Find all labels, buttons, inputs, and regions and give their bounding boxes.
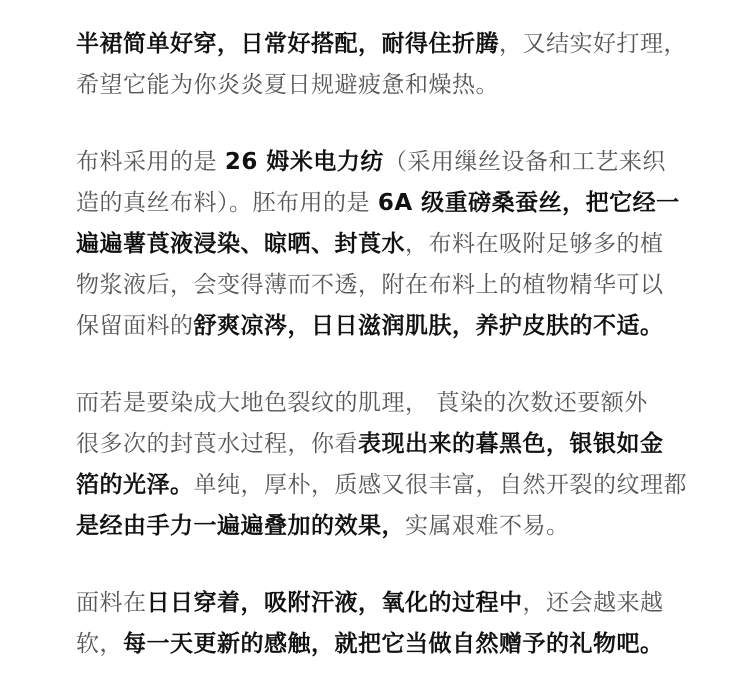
text-segment: 半裙简单好穿，日常好搭配，耐得住折腾	[76, 31, 499, 57]
text-segment: 每一天更新的感触，就把它当做自然赠予的礼物吧。	[123, 631, 664, 657]
text-line	[76, 224, 690, 265]
text-segment: 物浆液后，会变得薄而不透，附在布料上的植物精华可以	[76, 272, 664, 298]
text-line	[76, 183, 690, 224]
text-segment: 布料采用的是	[76, 149, 225, 175]
text-segment: 26 姆米电力纺	[224, 149, 384, 175]
text-segment: 是经由手力一遍遍叠加的效果，	[76, 513, 405, 539]
text-line	[76, 24, 690, 65]
text-segment: 保留面料的	[76, 313, 194, 339]
text-line	[76, 306, 690, 347]
text-line	[76, 424, 690, 465]
text-segment: 软，	[76, 631, 123, 657]
text-segment: 而若是要染成大地色裂纹的肌理， 莨染的次数还要额外	[76, 390, 648, 416]
text-segment: 单纯，厚朴，质感又很丰富，自然开裂的纹理都	[193, 472, 687, 498]
text-segment: 表现出来的暮黑色，银银如金	[358, 431, 664, 457]
text-line	[76, 506, 690, 547]
text-segment: 面料在	[76, 590, 147, 616]
text-segment: 造的真丝布料）。胚布用的是	[76, 190, 378, 216]
text-line	[76, 465, 690, 506]
text-line	[76, 624, 690, 665]
paragraph-wear	[76, 583, 690, 665]
text-line	[76, 383, 690, 424]
paragraph-dye	[76, 383, 690, 547]
text-line	[76, 583, 690, 624]
text-segment: 实属艰难不易。	[405, 513, 570, 539]
text-segment: （采用缫丝设备和工艺来织	[383, 149, 666, 175]
text-segment: 6A 级重磅桑蚕丝，把它经一	[377, 190, 680, 216]
text-segment: 舒爽凉涔，日日滋润肌肤，养护皮肤的不适。	[193, 313, 664, 339]
paragraph-intro	[76, 24, 690, 106]
text-segment: 箔的光泽。	[76, 472, 194, 498]
text-line	[76, 142, 690, 183]
paragraph-fabric	[76, 142, 690, 347]
text-line	[76, 265, 690, 306]
text-segment: 希望它能为你炎炎夏日规避疲惫和燥热。	[76, 72, 499, 98]
text-line	[76, 65, 690, 106]
text-segment: 日日穿着，吸附汗液，氧化的过程中	[146, 590, 523, 616]
text-segment: 很多次的封莨水过程，你看	[76, 431, 358, 457]
text-segment: 遍遍薯莨液浸染、晾晒、封莨水	[76, 231, 405, 257]
text-segment: ，还会越来越	[522, 590, 664, 616]
text-segment: ，又结实好打理，	[499, 31, 687, 57]
text-segment: ，布料在吸附足够多的植	[405, 231, 664, 257]
